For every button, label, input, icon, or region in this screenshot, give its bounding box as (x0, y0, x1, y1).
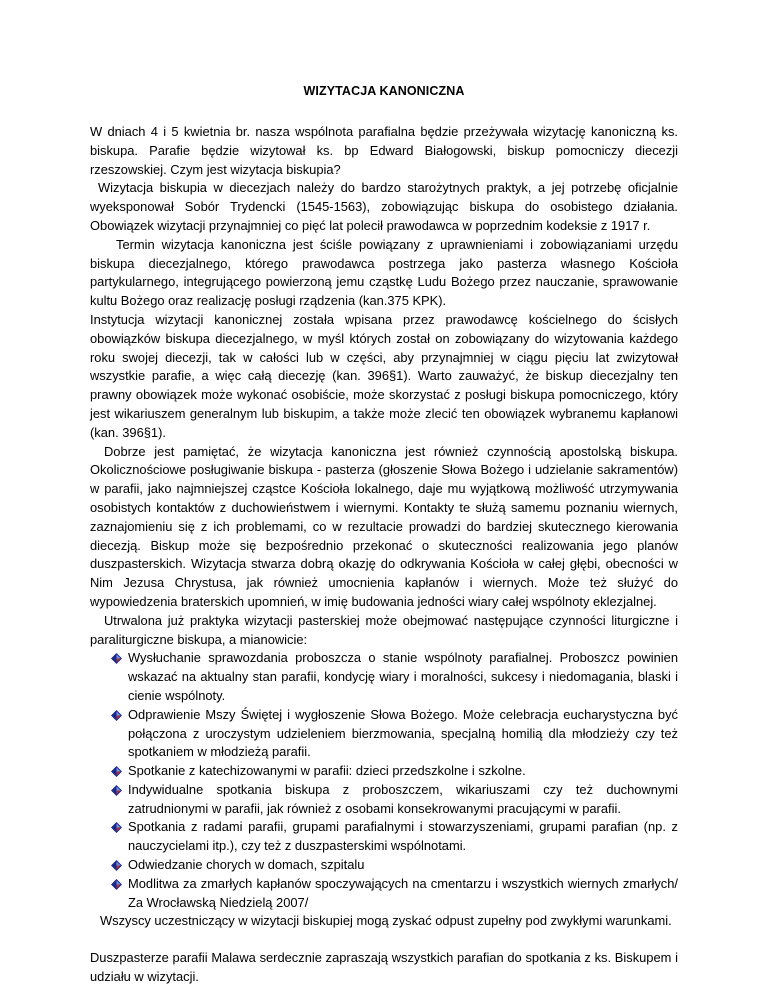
list-item-text: Modlitwa za zmarłych kapłanów spoczywających na cmentarzu i wszystkich wiernych zmarłych/ Za Wrocławską Niedzielą 2007/ (128, 875, 678, 910)
bullet-diamond-icon (111, 710, 122, 721)
list-item (90, 875, 678, 913)
list-item (90, 781, 678, 819)
paragraph-intro: W dniach 4 i 5 kwietnia br. nasza wspólnota parafialna będzie przeżywała wizytację kanoniczną ks. biskupa. Parafie będzie wizytował ks. bp Edward Białogowski, biskup pomocniczy diecezji rzeszowskiej. Czym jest wizytacja biskupia? (90, 124, 678, 177)
list-item (90, 649, 678, 705)
list-item-text: Odwiedzanie chorych w domach, szpitalu (128, 857, 365, 873)
paragraph-apostolic: Dobrze jest pamiętać, że wizytacja kanoniczna jest również czynnością apostolską biskupa. Okolicznościowe posługiwanie biskupa - pasterza (głoszenie Słowa Bożego i udzielanie sakramentów) w parafii, jako najmniejszej cząstce Kościoła lokalnego, daje mu wyjątkową możliwość utrzymywania osobistych kontaktów z duchowieństwem i wiernymi. Kontakty te służą samemu poznaniu wiernych, zaznajomieniu się z ich problemami, co w rezultacie prowadzi do bardziej skutecznego kierowania diecezją. Biskup może się bezpośrednio przekonać o skuteczności realizowania jego planów duszpasterskich. Wizytacja stwarza dobrą okazję do odkrywania Kościoła w całej głębi, obecności w Nim Jezusa Chrystusa, jak również umocnienia kapłanów i wiernych. Może też służyć do wypowiedzenia braterskich upomnień, w imię budowania jedności wiary całej wspólnoty eklezjalnej. (90, 443, 678, 609)
document-body (90, 123, 678, 987)
list-item-text: Wysłuchanie sprawozdania proboszcza o stanie wspólnoty parafialnej. Proboszcz powinien wskazać na aktualny stan parafii, kondycję wiary i moralności, sukcesy i niedomagania, blaski i cienie wspólnoty. (128, 650, 678, 703)
list-item-text: Indywidualne spotkania biskupa z proboszczem, wikariuszami czy też duchownymi zatrudnionymi w parafii, jak również z osobami konsekrowanymi pracującymi w parafii. (128, 781, 678, 816)
paragraph-history: Wizytacja biskupia w diecezjach należy do bardzo starożytnych praktyk, a jej potrzebę oficjalnie wyeksponował Sobór Trydencki (1545-1563), zobowiązując biskupa do osobistego działania. Obowiązek wizytacji przynajmniej co pięć lat polecił prawodawca w poprzednim kodeksie z 1917 r. (90, 180, 678, 233)
activities-list (90, 649, 678, 912)
list-item (90, 762, 678, 781)
closing-invitation: Duszpasterze parafii Malawa serdecznie zapraszają wszystkich parafian do spotkania z ks. Biskupem i udziału w wizytacji. (90, 950, 678, 985)
list-item-text: Spotkanie z katechizowanymi w parafii: dzieci przedszkolne i szkolne. (128, 763, 526, 779)
paragraph-definition: Termin wizytacja kanoniczna jest ściśle powiązany z uprawnieniami i zobowiązaniami urzędu biskupa diecezjalnego, którego prawodawca postrzega jako pasterza własnego Kościoła partykularnego, integrującego powierzoną jemu cząstkę Ludu Bożego przez nauczanie, sprawowanie kultu Bożego oraz realizację posługi rządzenia (kan.375 KPK). (90, 236, 678, 309)
bullet-diamond-icon (111, 860, 122, 871)
bullet-diamond-icon (111, 785, 122, 796)
indulgence-note: Wszyscy uczestniczący w wizytacji biskupiej mogą zyskać odpust zupełny pod zwykłymi warunkami. (100, 913, 672, 929)
list-item (90, 706, 678, 762)
bullet-diamond-icon (111, 822, 122, 833)
paragraph-institution: Instytucja wizytacji kanonicznej została wpisana przez prawodawcę kościelnego do ścisłych obowiązków biskupa diecezjalnego, w myśl których został on zobowiązany do wizytowania każdego roku swojej diecezji, tak w całości lub w części, aby przynajmniej w ciągu pięciu lat zwizytował wszystkie parafie, a więc całą diecezję (kan. 396§1). Warto zauważyć, że biskup diecezjalny ten prawny obowiązek może wykonać osobiście, może skorzystać z posługi biskupa pomocniczego, który jest wikariuszem generalnym lub biskupim, a także może zlecić ten obowiązek wybranemu kapłanowi (kan. 396§1). (90, 311, 678, 440)
list-item-text: Spotkania z radami parafii, grupami parafialnymi i stowarzyszeniami, grupami parafian (np. z nauczycielami itp.), czy też z duszpasterskimi wspólnotami. (128, 819, 678, 854)
bullet-diamond-icon (111, 879, 122, 890)
document-title: WIZYTACJA KANONICZNA (303, 84, 465, 98)
list-item-text: Odprawienie Mszy Świętej i wygłoszenie Słowa Bożego. Może celebracja eucharystyczna być połączona z uroczystym udzieleniem bierzmowania, specjalną homilią dla młodzieży czy też spotkaniem w młodzieżą parafii. (128, 706, 678, 760)
list-item (90, 818, 678, 856)
bullet-diamond-icon (111, 766, 122, 777)
paragraph-practice: Utrwalona już praktyka wizytacji pasterskiej może obejmować następujące czynności liturgiczne i paraliturgiczne biskupa, a mianowicie: (90, 612, 678, 647)
list-item (90, 856, 678, 875)
bullet-diamond-icon (111, 653, 122, 664)
